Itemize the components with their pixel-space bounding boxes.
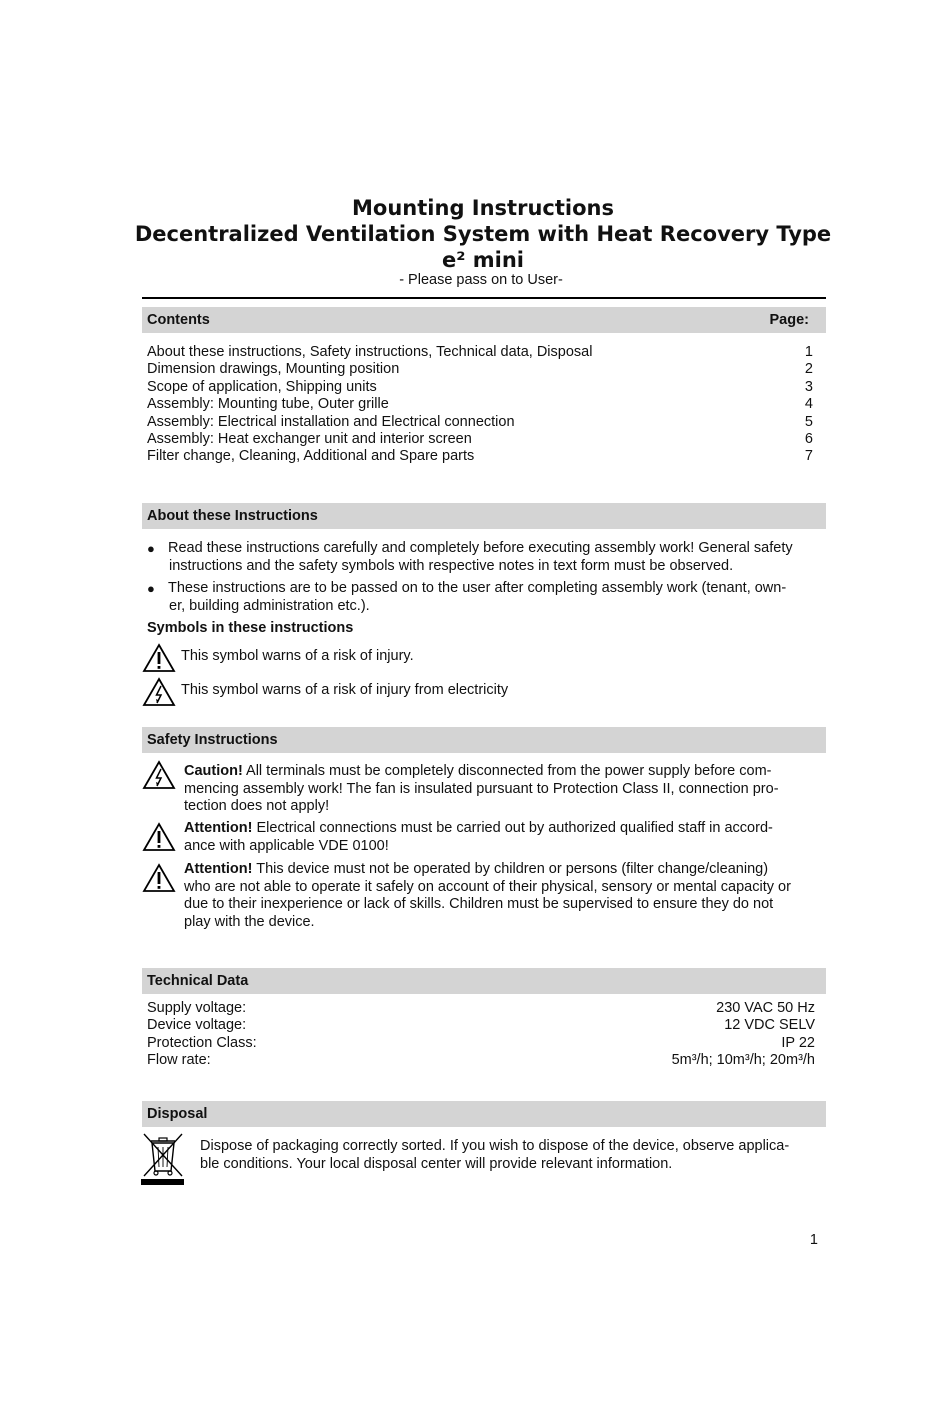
symbol-electric-text: This symbol warns of a risk of injury from electricity: [181, 682, 509, 698]
contents-row-label: Filter change, Cleaning, Additional and Spare parts: [147, 448, 475, 465]
attention1-label: Attention!: [184, 820, 253, 836]
contents-row-label: Dimension drawings, Mounting position: [147, 361, 400, 378]
about-bullet-1-line2: instructions and the safety symbols with respective notes in text form must be observed.: [169, 557, 734, 574]
header-divider: [142, 297, 826, 299]
attention2-line2: who are not able to operate it safely on account of their physical, sensory or mental capacity or: [184, 878, 791, 895]
technical-label: Flow rate:: [147, 1052, 211, 1069]
about-bullet-2: [147, 580, 828, 615]
bullet-dot-icon: ●: [147, 541, 155, 556]
about-bullet-1-line1: Read these instructions carefully and completely before executing assembly work! General safety: [168, 540, 793, 556]
about-bullet-1: [147, 540, 828, 575]
bullet-dot-icon: ●: [147, 581, 155, 596]
symbol-injury-text: This symbol warns of a risk of injury.: [181, 648, 414, 664]
contents-header-bar: [142, 307, 826, 333]
warning-triangle-icon: [142, 822, 176, 852]
contents-row-label: Assembly: Electrical installation and Electrical connection: [147, 413, 515, 430]
contents-row: [147, 431, 813, 448]
contents-row: [147, 448, 813, 465]
technical-label: Device voltage:: [147, 1017, 247, 1034]
document-title-line1: Mounting Instructions: [352, 196, 614, 220]
contents-row-page: 6: [804, 431, 813, 447]
warning-triangle-icon: [142, 863, 176, 893]
about-heading: About these Instructions: [147, 508, 318, 524]
technical-value: 5m³/h; 10m³/h; 20m³/h: [671, 1052, 815, 1069]
technical-header-bar: [142, 968, 826, 994]
attention1-line2: ance with applicable VDE 0100!: [184, 837, 389, 854]
attention2-line4: play with the device.: [184, 913, 315, 930]
technical-value: IP 22: [781, 1034, 815, 1051]
electric-warning-icon: [142, 760, 176, 790]
technical-row: [147, 1000, 815, 1017]
symbols-heading: Symbols in these instructions: [147, 620, 354, 636]
safety-caution-paragraph: [184, 763, 829, 816]
contents-row-page: 2: [804, 361, 813, 378]
caution-label: Caution!: [184, 763, 243, 779]
disposal-line2: ble conditions. Your local disposal center will provide relevant information.: [200, 1155, 673, 1172]
attention2-line3: due to their inexperience or lack of skills. Children must be supervised to ensure they do not: [184, 896, 774, 912]
technical-value: 12 VDC SELV: [724, 1017, 815, 1034]
attention2-line1: This device must not be operated by children or persons (filter change/cleaning): [252, 861, 769, 877]
contents-row: [147, 379, 813, 396]
document-title-line3: e² mini: [442, 248, 524, 272]
caution-line1: All terminals must be completely disconnected from the power supply before com-: [242, 763, 772, 779]
contents-row-page: 5: [804, 413, 813, 430]
contents-heading: Contents: [147, 312, 210, 328]
technical-heading: Technical Data: [147, 973, 249, 989]
contents-row: [147, 344, 813, 361]
contents-row: [147, 361, 813, 378]
attention2-label: Attention!: [184, 861, 253, 877]
document-title-line2: Decentralized Ventilation System with Heat Recovery Type: [134, 222, 832, 246]
contents-row-label: Assembly: Mounting tube, Outer grille: [147, 396, 389, 413]
contents-row-label: Scope of application, Shipping units: [147, 378, 377, 395]
contents-page-heading: Page:: [769, 312, 809, 328]
contents-row: [147, 414, 813, 431]
warning-triangle-icon: [142, 643, 176, 673]
caution-line3: tection does not apply!: [184, 798, 330, 814]
electric-warning-icon: [142, 677, 176, 707]
attention1-line1: Electrical connections must be carried out by authorized qualified staff in accord-: [252, 820, 773, 836]
contents-row: [147, 396, 813, 413]
safety-heading: Safety Instructions: [147, 732, 278, 748]
contents-row-page: 1: [804, 344, 813, 360]
contents-row-page: 3: [804, 378, 813, 395]
about-bullet-2-line1: These instructions are to be passed on to the user after completing assembly work (tenant, own-: [168, 580, 787, 596]
document-subtitle: - Please pass on to User-: [399, 272, 563, 288]
contents-row-page: 4: [804, 396, 813, 413]
about-bullet-2-line2: er, building administration etc.).: [169, 597, 370, 614]
disposal-line1: Dispose of packaging correctly sorted. If you wish to dispose of the device, observe applica-: [200, 1138, 790, 1154]
caution-line2: mencing assembly work! The fan is insulated pursuant to Protection Class II, connection pro-: [184, 780, 779, 797]
technical-value: 230 VAC 50 Hz: [716, 1000, 815, 1016]
technical-label: Protection Class:: [147, 1034, 257, 1051]
safety-attention1-paragraph: [184, 820, 829, 855]
disposal-paragraph: [200, 1138, 828, 1173]
contents-row-page: 7: [804, 448, 813, 465]
crossed-bin-icon: [141, 1131, 185, 1187]
page-number: 1: [809, 1232, 818, 1248]
technical-row: [147, 1052, 815, 1069]
technical-row: [147, 1035, 815, 1052]
about-header-bar: [142, 503, 826, 529]
technical-row: [147, 1017, 815, 1034]
safety-header-bar: [142, 727, 826, 753]
contents-row-label: Assembly: Heat exchanger unit and interior screen: [147, 431, 472, 447]
disposal-heading: Disposal: [147, 1106, 208, 1122]
contents-row-label: About these instructions, Safety instructions, Technical data, Disposal: [147, 344, 593, 360]
technical-label: Supply voltage:: [147, 1000, 247, 1016]
disposal-header-bar: [142, 1101, 826, 1127]
safety-attention2-paragraph: [184, 861, 829, 931]
